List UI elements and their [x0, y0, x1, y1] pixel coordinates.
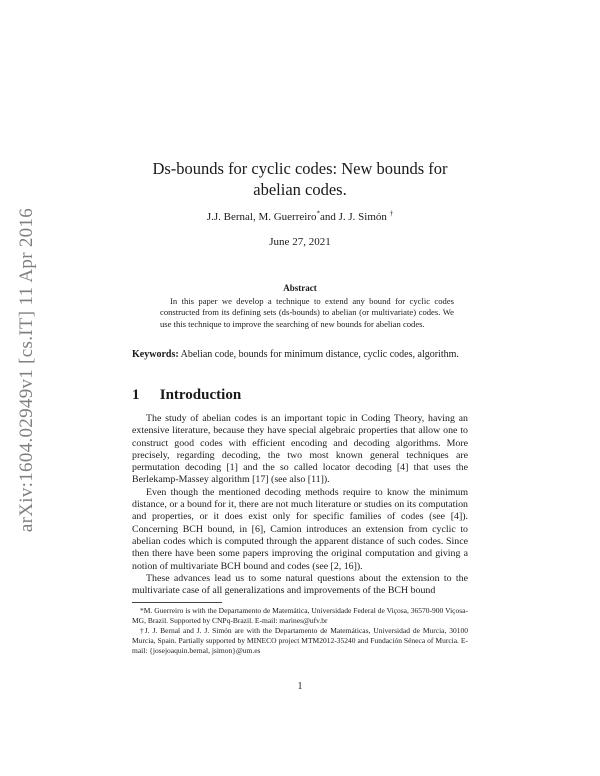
- footnote-mark-2: †: [389, 209, 394, 218]
- section-title: Introduction: [159, 387, 242, 403]
- section-heading: [132, 387, 241, 404]
- paper-title: [120, 158, 480, 200]
- footnote-mark-1: *: [316, 209, 320, 218]
- keywords-label: Keywords:: [132, 349, 179, 360]
- arxiv-stamp: [12, 190, 42, 550]
- paper-date: June 27, 2021: [269, 236, 331, 248]
- abstract-text: In this paper we develop a technique to extend any bound for cyclic codes constructed from its defining sets (ds-bounds) to abelian (or multivariate) codes. We use this technique to improve the searching of new bounds for abelian codes.: [160, 296, 454, 329]
- footnote-divider: [132, 602, 222, 603]
- authors-first: J.J. Bernal, M. Guerreiro: [206, 211, 317, 223]
- footnote: *M. Guerreiro is with the Departamento de Matemática, Universidade Federal de Viçosa, 36570-900 Viçosa-MG, Brazil. Supported by CNPq-Brazil. E-mail: marines@ufv.br: [132, 606, 468, 625]
- author-list: [120, 211, 480, 223]
- paragraph: The study of abelian codes is an important topic in Coding Theory, having an extensive literature, because they have special algebraic properties that allow one to construct good codes with efficient encoding and decoding algorithms. More precisely, regarding decoding, the two most known general techniques are permutation decoding [1] and the so called locator decoding [4] that uses the Berlekamp-Massey algorithm [17] (see also [11]).: [132, 413, 468, 486]
- section-number: 1: [132, 387, 140, 403]
- footnotes: [132, 606, 468, 656]
- page-number: 1: [297, 681, 303, 692]
- paragraph: Even though the mentioned decoding methods require to know the minimum distance, or a bound for it, there are not much literature or studies on its computation and properties, or it does exist only for specific families of codes (see [4]). Concerning BCH bound, in [6], Camion introduces an extension from cyclic to abelian codes which is computed through the apparent distance of such codes. Since then there have been some papers improving the original computation and giving a notion of multivariate BCH bound and codes (see [2, 16]).: [132, 486, 468, 572]
- title-line-2: abelian codes.: [253, 180, 347, 199]
- section-body: [132, 413, 468, 597]
- footnote: †J. J. Bernal and J. J. Simón are with the Departamento de Matemáticas, Universidad de Murcia, 30100 Murcia, Spain. Partially supported by MINECO project MTM2012-35240 and Fundación Séneca of Murcia. E-mail: {josejoaquin.bernal, jsimon}@um.es: [132, 626, 468, 655]
- authors-rest: and J. J. Simón: [319, 211, 387, 223]
- arxiv-identifier: arXiv:1604.02949v1 [cs.IT] 11 Apr 2016: [16, 207, 37, 533]
- paragraph: These advances lead us to some natural questions about the extension to the multivariate case of all generalizations and improvements of the BCH bound: [132, 572, 468, 597]
- abstract-heading: Abstract: [283, 283, 317, 293]
- keywords: [132, 349, 468, 362]
- title-line-1: Ds-bounds for cyclic codes: New bounds for: [152, 159, 448, 178]
- keywords-list: Abelian code, bounds for minimum distance, cyclic codes, algorithm.: [178, 349, 459, 360]
